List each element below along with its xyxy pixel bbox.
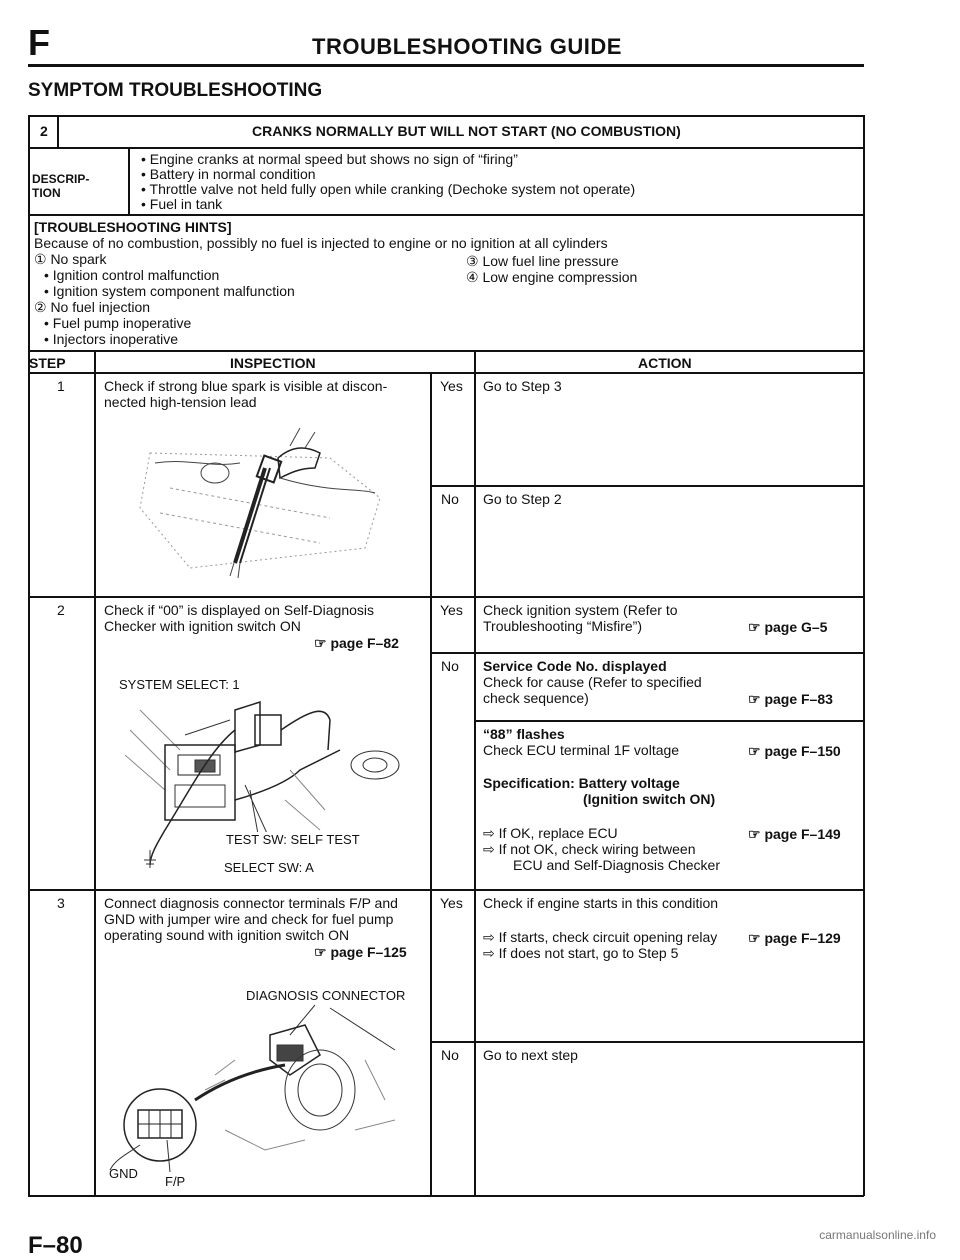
hint-cause: ③ Low fuel line pressure xyxy=(466,253,619,269)
divider xyxy=(430,485,864,487)
description-item: • Engine cranks at normal speed but shows no sign of “firing” xyxy=(141,151,518,167)
header-inspection: INSPECTION xyxy=(230,355,316,371)
page-number: F–80 xyxy=(28,1232,83,1259)
table-border-top xyxy=(28,115,864,117)
action-text: ⇨ If does not start, go to Step 5 xyxy=(483,945,679,961)
divider xyxy=(430,1041,864,1043)
action-text: check sequence) xyxy=(483,690,589,706)
page-ref-link[interactable]: ☞ page F–149 xyxy=(748,826,841,842)
page-ref-link[interactable]: ☞ page F–129 xyxy=(748,930,841,946)
hint-detail: • Injectors inoperative xyxy=(44,331,179,347)
action-text: ECU and Self-Diagnosis Checker xyxy=(513,857,720,873)
table-border-right xyxy=(863,115,865,1196)
step-number: 3 xyxy=(57,895,65,911)
action-text: ⇨ If starts, check circuit opening relay xyxy=(483,929,718,945)
spark-test-illustration xyxy=(130,418,390,583)
step-number: 2 xyxy=(57,602,65,618)
section-letter: F xyxy=(28,22,50,63)
table-border-left xyxy=(28,115,30,1196)
figure-label: SYSTEM SELECT: 1 xyxy=(119,677,240,692)
action-text: Check if engine starts in this condition xyxy=(483,895,719,911)
header-action: ACTION xyxy=(638,355,692,371)
divider xyxy=(28,372,864,374)
figure-label: DIAGNOSIS CONNECTOR xyxy=(246,988,406,1003)
divider xyxy=(28,350,864,352)
hints-title: [TROUBLESHOOTING HINTS] xyxy=(34,219,232,235)
divider xyxy=(57,115,59,147)
figure-label: SELECT SW: A xyxy=(224,860,314,875)
action-text: Check for cause (Refer to specified xyxy=(483,674,702,690)
yes-label: Yes xyxy=(440,378,463,394)
watermark: carmanualsonline.info xyxy=(819,1228,936,1242)
inspection-text: operating sound with ignition switch ON xyxy=(104,927,350,943)
no-label: No xyxy=(441,491,459,507)
figure-label: F/P xyxy=(165,1174,186,1189)
table-border-bottom xyxy=(28,1195,864,1197)
action-text: Troubleshooting “Misfire”) xyxy=(483,618,642,634)
hints-intro: Because of no combustion, possibly no fuel is injected to engine or no ignition at all cylinders xyxy=(34,235,608,251)
hint-cause: ① No spark xyxy=(34,251,107,267)
page-ref-link[interactable]: ☞ page F–83 xyxy=(748,691,833,707)
divider xyxy=(430,652,864,654)
divider xyxy=(474,350,476,1195)
no-label: No xyxy=(441,658,459,674)
hint-detail: • Ignition control malfunction xyxy=(44,267,220,283)
inspection-text: Checker with ignition switch ON xyxy=(104,618,301,634)
divider xyxy=(28,147,864,149)
action-heading: “88” flashes xyxy=(483,726,565,742)
header-step: STEP xyxy=(29,355,66,371)
hint-cause: ④ Low engine compression xyxy=(466,269,638,285)
inspection-text: Check if strong blue spark is visible at discon- xyxy=(104,378,388,394)
no-label: No xyxy=(441,1047,459,1063)
divider xyxy=(430,372,432,1195)
description-item: • Throttle valve not held fully open while cranking (Dechoke system not operate) xyxy=(141,181,636,197)
inspection-text: GND with jumper wire and check for fuel pump xyxy=(104,911,394,927)
section-title: SYMPTOM TROUBLESHOOTING xyxy=(28,80,323,101)
page-ref-link[interactable]: ☞ page F–150 xyxy=(748,743,841,759)
page-ref-link[interactable]: ☞ page F–82 xyxy=(314,635,399,651)
divider xyxy=(128,147,130,214)
specification: (Ignition switch ON) xyxy=(583,791,716,807)
hint-cause: ② No fuel injection xyxy=(34,299,151,315)
description-item: • Fuel in tank xyxy=(141,196,223,212)
divider xyxy=(28,889,864,891)
diagnosis-connector-illustration xyxy=(105,1000,425,1180)
action-text: ⇨ If not OK, check wiring between xyxy=(483,841,696,857)
page-title: TROUBLESHOOTING GUIDE xyxy=(312,34,622,59)
page-ref-link[interactable]: ☞ page F–125 xyxy=(314,944,407,960)
action-text: Go to Step 3 xyxy=(483,378,562,394)
hint-detail: • Ignition system component malfunction xyxy=(44,283,295,299)
action-text: Go to next step xyxy=(483,1047,578,1063)
description-label: TION xyxy=(32,186,61,200)
figure-label: TEST SW: SELF TEST xyxy=(226,832,360,847)
action-text: Go to Step 2 xyxy=(483,491,562,507)
divider xyxy=(474,720,864,722)
page-ref-link[interactable]: ☞ page G–5 xyxy=(748,619,828,635)
action-text: Check ECU terminal 1F voltage xyxy=(483,742,680,758)
hint-detail: • Fuel pump inoperative xyxy=(44,315,192,331)
divider xyxy=(94,350,96,1195)
action-heading: Service Code No. displayed xyxy=(483,658,667,674)
yes-label: Yes xyxy=(440,602,463,618)
step-number: 1 xyxy=(57,378,65,394)
yes-label: Yes xyxy=(440,895,463,911)
inspection-text: nected high-tension lead xyxy=(104,394,257,410)
header-rule xyxy=(28,64,864,67)
description-label: DESCRIP- xyxy=(32,172,90,186)
divider xyxy=(28,214,864,216)
figure-label: GND xyxy=(109,1166,138,1181)
symptom-title: CRANKS NORMALLY BUT WILL NOT START (NO COMBUSTION) xyxy=(252,123,681,139)
symptom-number: 2 xyxy=(40,123,48,139)
specification: Specification: Battery voltage xyxy=(483,775,680,791)
divider xyxy=(28,596,864,598)
action-text: ⇨ If OK, replace ECU xyxy=(483,825,618,841)
action-text: Check ignition system (Refer to xyxy=(483,602,678,618)
inspection-text: Check if “00” is displayed on Self-Diagnosis xyxy=(104,602,375,618)
inspection-text: Connect diagnosis connector terminals F/P and xyxy=(104,895,398,911)
description-item: • Battery in normal condition xyxy=(141,166,316,182)
